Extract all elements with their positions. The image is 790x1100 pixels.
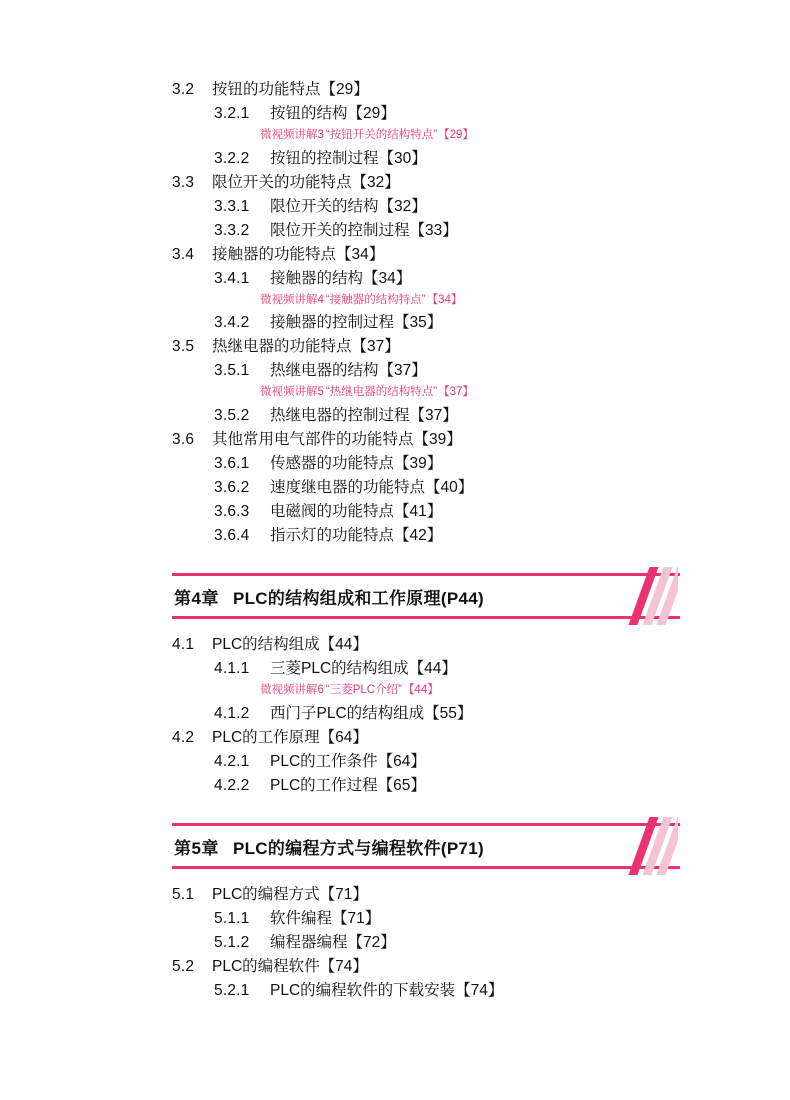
toc-entry-title: 热继电器的控制过程【37】 (270, 406, 458, 424)
toc-entry[interactable] (172, 778, 680, 794)
toc-entry-title: 限位开关的结构【32】 (270, 197, 427, 215)
toc-entry-title: PLC的工作原理【64】 (212, 728, 368, 746)
toc-entry-number: 3.5.2 (214, 406, 250, 424)
toc-entry-number: 3.2.2 (214, 149, 250, 167)
toc-entry-number: 3.6.2 (214, 478, 250, 496)
toc-entry-title: PLC的工作条件【64】 (270, 752, 426, 770)
toc-entry-number: 5.1 (172, 886, 195, 903)
toc-entry-title: 热继电器的功能特点【37】 (212, 338, 400, 355)
toc-entry-number: 3.2.1 (214, 105, 250, 122)
video-note-label: 微视频讲解5 (260, 386, 324, 398)
toc-entry-title: 传感器的功能特点【39】 (270, 454, 443, 472)
chapter-header[interactable] (172, 573, 680, 619)
toc-entry[interactable] (172, 151, 680, 167)
toc-entry-number: 3.6 (172, 430, 195, 448)
toc-entry-title: 按钮的结构【29】 (270, 105, 396, 122)
toc-entry-title: 西门子PLC的结构组成【55】 (270, 704, 473, 722)
video-note-entry[interactable] (172, 295, 680, 307)
video-note-entry[interactable] (172, 387, 680, 399)
video-note-label: 微视频讲解6 (260, 684, 324, 696)
video-note-page: 【34】 (426, 293, 463, 306)
video-note-page: 【37】 (438, 386, 474, 398)
toc-entry-title: 速度继电器的功能特点【40】 (270, 478, 474, 496)
toc-entry-number: 3.4.2 (214, 314, 250, 331)
toc-entry-title: 按钮的功能特点【29】 (212, 81, 369, 98)
toc-entry[interactable] (172, 106, 680, 122)
toc-entry-number: 3.5 (172, 338, 195, 355)
toc-entry[interactable] (172, 504, 680, 520)
chapter-title: PLC的结构组成和工作原理(P44) (232, 588, 484, 608)
toc-entry-title: 三菱PLC的结构组成【44】 (270, 660, 457, 677)
chapter-number: 第5章 (174, 838, 219, 858)
toc-entry[interactable] (172, 959, 680, 975)
chapter-slash-decoration-icon (626, 567, 678, 625)
toc-entry[interactable] (172, 82, 680, 98)
video-note-label: 微视频讲解3 (260, 129, 324, 141)
toc-entry-title: 限位开关的功能特点【32】 (212, 173, 400, 191)
chapter-title: PLC的编程方式与编程软件(P71) (232, 838, 484, 858)
toc-entry[interactable] (172, 730, 680, 746)
toc-entry[interactable] (172, 315, 680, 331)
chapter-slash-decoration-icon (626, 817, 678, 875)
toc-entry[interactable] (172, 175, 680, 191)
toc-entry[interactable] (172, 223, 680, 239)
toc-entry[interactable] (172, 363, 680, 379)
toc-entry-number: 4.2.1 (214, 752, 250, 770)
toc-entry-title: 接触器的结构【34】 (270, 269, 412, 287)
toc-entry[interactable] (172, 339, 680, 355)
toc-entry-title: 软件编程【71】 (270, 910, 381, 927)
toc-entry-number: 5.1.1 (214, 910, 250, 927)
toc-entry-number: 4.2.2 (214, 776, 250, 794)
toc-entry[interactable] (172, 911, 680, 927)
toc-entry-number: 3.5.1 (214, 362, 250, 379)
toc-entry-title: PLC的工作过程【65】 (270, 776, 426, 794)
toc-entry-title: 其他常用电气部件的功能特点【39】 (212, 430, 462, 448)
video-note-label: 微视频讲解4 (260, 293, 324, 306)
toc-entry-number: 3.3.2 (214, 221, 250, 239)
toc-entry-number: 3.6.1 (214, 454, 250, 472)
toc-entry[interactable] (172, 935, 680, 951)
toc-entry[interactable] (172, 432, 680, 448)
toc-entry-title: PLC的结构组成【44】 (212, 636, 368, 653)
toc-entry[interactable] (172, 456, 680, 472)
toc-entry-title: 编程器编程【72】 (270, 934, 396, 951)
video-note-title: “三菱PLC介绍” (325, 684, 402, 696)
toc-entry-number: 4.2 (172, 728, 195, 746)
toc-entry[interactable] (172, 637, 680, 653)
toc-entry-title: 接触器的控制过程【35】 (270, 314, 443, 331)
toc-entry-number: 3.4.1 (214, 269, 250, 287)
chapter-header[interactable] (172, 823, 680, 869)
toc-entry-number: 3.6.3 (214, 502, 250, 520)
video-note-entry[interactable] (172, 130, 680, 142)
chapter-title-wrap (172, 573, 484, 619)
toc-entry-title: 限位开关的控制过程【33】 (270, 221, 458, 239)
toc-entry-number: 5.2 (172, 958, 195, 975)
toc-entry-number: 3.2 (172, 81, 195, 98)
toc-entry-number: 3.6.4 (214, 526, 250, 544)
toc-list (172, 82, 680, 999)
toc-entry-title: 电磁阀的功能特点【41】 (270, 502, 443, 520)
video-note-title: “接触器的结构特点” (325, 293, 426, 306)
toc-entry[interactable] (172, 528, 680, 544)
toc-entry-title: 指示灯的功能特点【42】 (270, 526, 443, 544)
chapter-number: 第4章 (174, 588, 219, 608)
toc-entry[interactable] (172, 706, 680, 722)
toc-entry-title: PLC的编程软件【74】 (212, 958, 368, 975)
toc-entry[interactable] (172, 408, 680, 424)
toc-entry[interactable] (172, 271, 680, 287)
chapter-title-wrap (172, 823, 484, 869)
video-note-title: “热继电器的结构特点” (325, 386, 438, 398)
toc-entry[interactable] (172, 983, 680, 999)
toc-entry-number: 4.1.1 (214, 660, 250, 677)
toc-entry-number: 3.3.1 (214, 197, 250, 215)
toc-entry-title: 按钮的控制过程【30】 (270, 149, 427, 167)
toc-entry-title: 热继电器的结构【37】 (270, 362, 427, 379)
toc-entry[interactable] (172, 887, 680, 903)
video-note-entry[interactable] (172, 685, 680, 697)
toc-entry-number: 3.4 (172, 245, 195, 263)
toc-entry-title: PLC的编程方式【71】 (212, 886, 368, 903)
toc-entry[interactable] (172, 247, 680, 263)
toc-entry-title: PLC的编程软件的下载安装【74】 (270, 982, 504, 999)
toc-entry-number: 3.3 (172, 173, 195, 191)
toc-entry-number: 4.1 (172, 636, 195, 653)
video-note-title: “按钮开关的结构特点” (325, 129, 438, 141)
toc-entry-title: 接触器的功能特点【34】 (212, 245, 385, 263)
toc-entry[interactable] (172, 661, 680, 677)
toc-entry-number: 4.1.2 (214, 704, 250, 722)
toc-entry[interactable] (172, 754, 680, 770)
toc-entry-number: 5.1.2 (214, 934, 250, 951)
video-note-page: 【29】 (438, 129, 474, 141)
toc-entry[interactable] (172, 199, 680, 215)
toc-entry-number: 5.2.1 (214, 982, 250, 999)
video-note-page: 【44】 (402, 684, 439, 696)
toc-entry[interactable] (172, 480, 680, 496)
